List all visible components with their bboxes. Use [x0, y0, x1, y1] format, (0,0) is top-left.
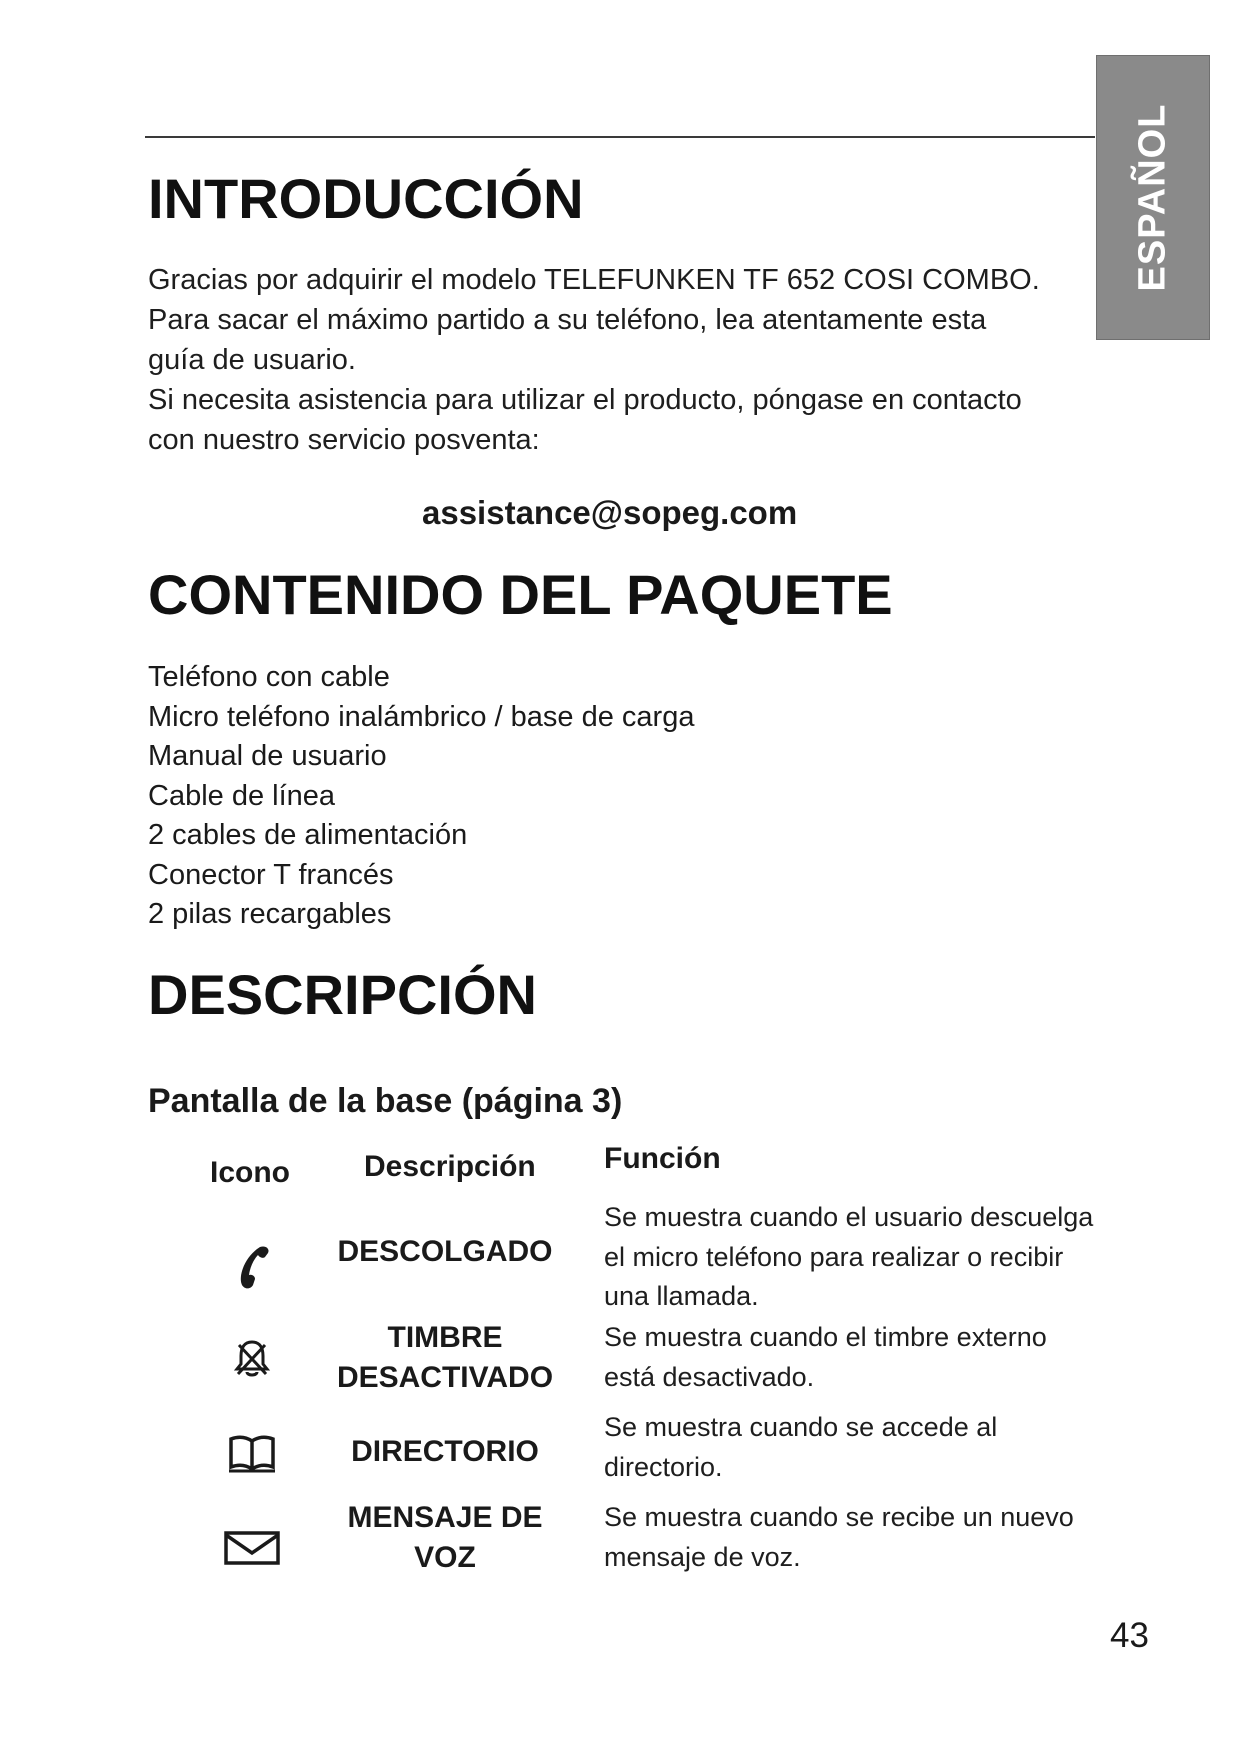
row-description: DESCOLGADO	[337, 1235, 553, 1268]
row-function: Se muestra cuando el usuario descuelga el micro teléfono para realizar o recibir una llamada.	[604, 1202, 1094, 1311]
top-rule	[145, 136, 1095, 138]
row-function: Se muestra cuando el timbre externo está desactivado.	[604, 1322, 1047, 1392]
intro-line: Para sacar el máximo partido a su teléfono, lea atentamente esta	[148, 304, 987, 336]
header-icon: Icono	[210, 1156, 290, 1189]
row-description: MENSAJE DE VOZ	[347, 1501, 543, 1574]
row-description: TIMBRE DESACTIVADO	[336, 1321, 554, 1394]
list-item: 2 pilas recargables	[148, 898, 392, 930]
list-item: Cable de línea	[148, 779, 336, 812]
list-item: 2 cables de alimentación	[148, 819, 468, 851]
description-title: DESCRIPCIÓN	[148, 963, 537, 1026]
package-list	[148, 658, 694, 935]
list-item: Manual de usuario	[148, 740, 387, 772]
header-description: Descripción	[364, 1150, 536, 1183]
list-item: Conector T francés	[148, 858, 394, 891]
support-email: assistance@sopeg.com	[422, 494, 798, 531]
list-item: Teléfono con cable	[148, 661, 390, 693]
bell-off-icon	[222, 1328, 282, 1388]
section-subtitle: Pantalla de la base (página 3)	[148, 1082, 623, 1120]
intro-title: INTRODUCCIÓN	[148, 167, 584, 230]
intro-line: con nuestro servicio posventa:	[148, 424, 540, 456]
envelope-icon	[222, 1518, 282, 1578]
header-function: Función	[604, 1142, 721, 1175]
intro-line: Gracias por adquirir el modelo TELEFUNKEN TF 652 COSI COMBO.	[148, 264, 1040, 296]
list-item: Micro teléfono inalámbrico / base de carga	[148, 700, 695, 733]
book-icon	[222, 1424, 282, 1484]
package-title: CONTENIDO DEL PAQUETE	[148, 563, 893, 626]
language-tab-label: ESPAÑOL	[1131, 103, 1174, 292]
language-tab	[1096, 55, 1210, 340]
page-number: 43	[1110, 1616, 1149, 1655]
intro-line: guía de usuario.	[148, 344, 356, 376]
row-function: Se muestra cuando se accede al directorio.	[604, 1412, 998, 1482]
row-description: DIRECTORIO	[351, 1435, 539, 1468]
handset-icon	[222, 1238, 282, 1298]
row-function: Se muestra cuando se recibe un nuevo mensaje de voz.	[604, 1502, 1074, 1572]
intro-line: Si necesita asistencia para utilizar el producto, póngase en contacto	[148, 384, 1022, 416]
intro-paragraph	[148, 260, 1040, 460]
